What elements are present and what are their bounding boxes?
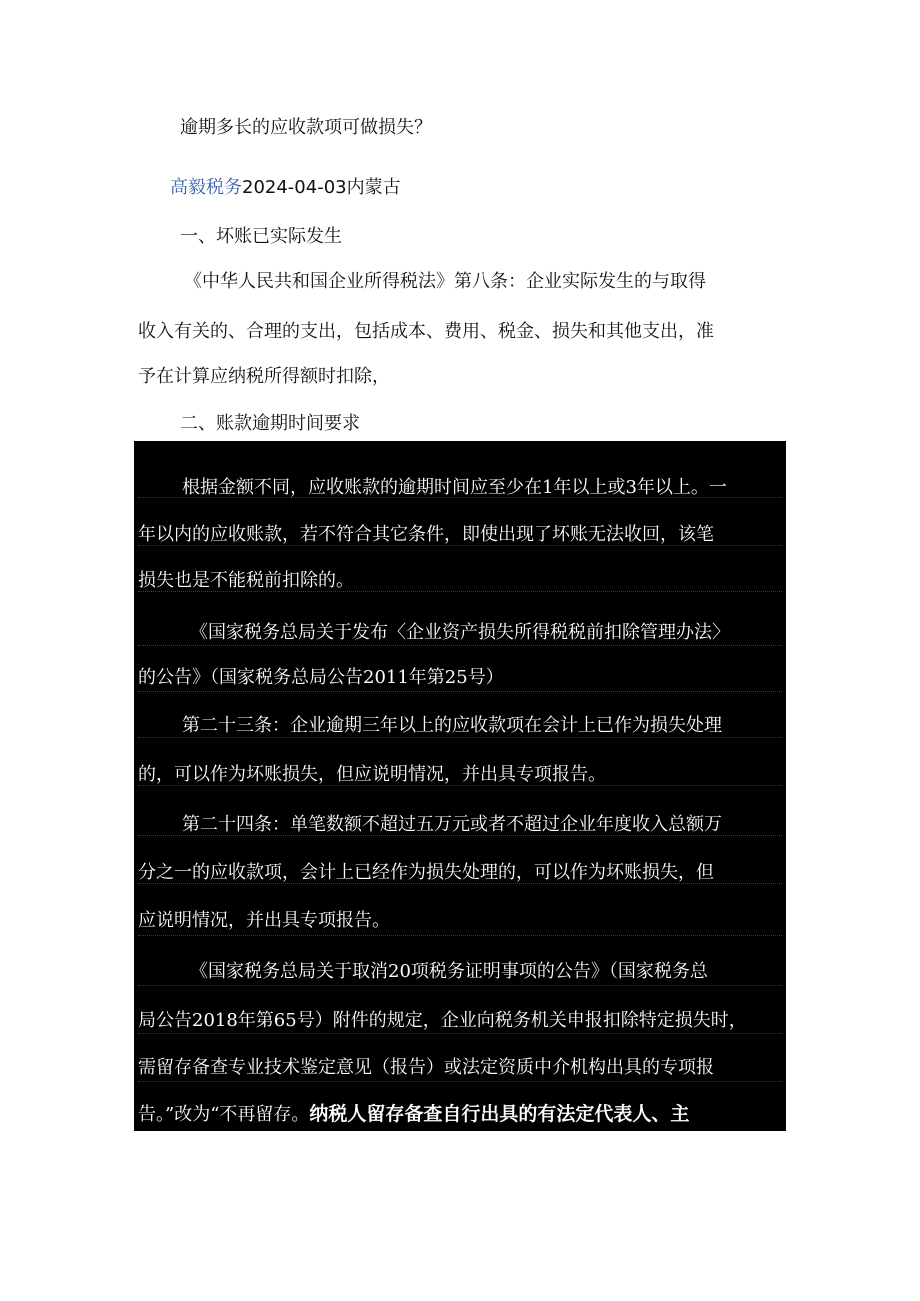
divider xyxy=(138,1081,782,1082)
paragraph-text-bold: 纳税人留存备查自行出具的有法定代表人、主 xyxy=(309,1103,690,1125)
paragraph-text: 告。”改为“不再留存。 xyxy=(138,1104,310,1125)
paragraph-line: 的公告》（国家税务总局公告2011年第25号） xyxy=(138,667,504,688)
divider xyxy=(138,935,782,936)
paragraph-line: 分之一的应收款项，会计上已经作为损失处理的，可以作为坏账损失，但 xyxy=(138,862,714,883)
article-meta xyxy=(170,176,401,200)
publish-date: 2024-04-03 xyxy=(242,177,347,198)
paragraph-line: 《中华人民共和国企业所得税法》第八条：企业实际发生的与取得 xyxy=(184,271,706,292)
divider xyxy=(138,985,782,986)
paragraph-line: 第二十三条：企业逾期三年以上的应收款项在会计上已作为损失处理 xyxy=(182,715,722,736)
paragraph-line: 第二十四条：单笔数额不超过五万元或者不超过企业年度收入总额万 xyxy=(182,814,722,835)
paragraph-line: 需留存备查专业技术鉴定意见（报告）或法定资质中介机构出具的专项报 xyxy=(138,1057,714,1078)
paragraph-line: 应说明情况，并出具专项报告。 xyxy=(138,910,390,931)
divider xyxy=(138,645,782,646)
divider xyxy=(138,691,782,692)
paragraph-line: 予在计算应纳税所得额时扣除， xyxy=(138,366,390,387)
article-title: 逾期多长的应收款项可做损失？ xyxy=(180,117,432,138)
paragraph-line: 损失也是不能税前扣除的。 xyxy=(138,570,354,591)
section-heading-2: 二、账款逾期时间要求 xyxy=(180,413,360,434)
paragraph-line: 《国家税务总局关于取消20项税务证明事项的公告》（国家税务总 xyxy=(190,961,708,982)
paragraph-line: 根据金额不同，应收账款的逾期时间应至少在1年以上或3年以上。一 xyxy=(182,477,727,498)
region-label: 内蒙古 xyxy=(346,177,401,198)
section-heading-1: 一、坏账已实际发生 xyxy=(180,226,342,247)
paragraph-line: 收入有关的、合理的支出，包括成本、费用、税金、损失和其他支出，准 xyxy=(138,321,714,342)
paragraph-line: 年以内的应收账款，若不符合其它条件，即使出现了坏账无法收回，该笔 xyxy=(138,524,714,545)
paragraph-line-last xyxy=(138,1102,782,1127)
divider xyxy=(138,1033,782,1034)
paragraph-line: 局公告2018年第65号）附件的规定，企业向税务机关申报扣除特定损失时， xyxy=(138,1010,747,1031)
source-link[interactable]: 高毅税务 xyxy=(170,177,242,198)
paragraph-line: 《国家税务总局关于发布〈企业资产损失所得税税前扣除管理办法〉 xyxy=(190,622,730,643)
highlighted-content-block xyxy=(134,441,786,1131)
paragraph-line: 的，可以作为坏账损失，但应说明情况，并出具专项报告。 xyxy=(138,764,606,785)
